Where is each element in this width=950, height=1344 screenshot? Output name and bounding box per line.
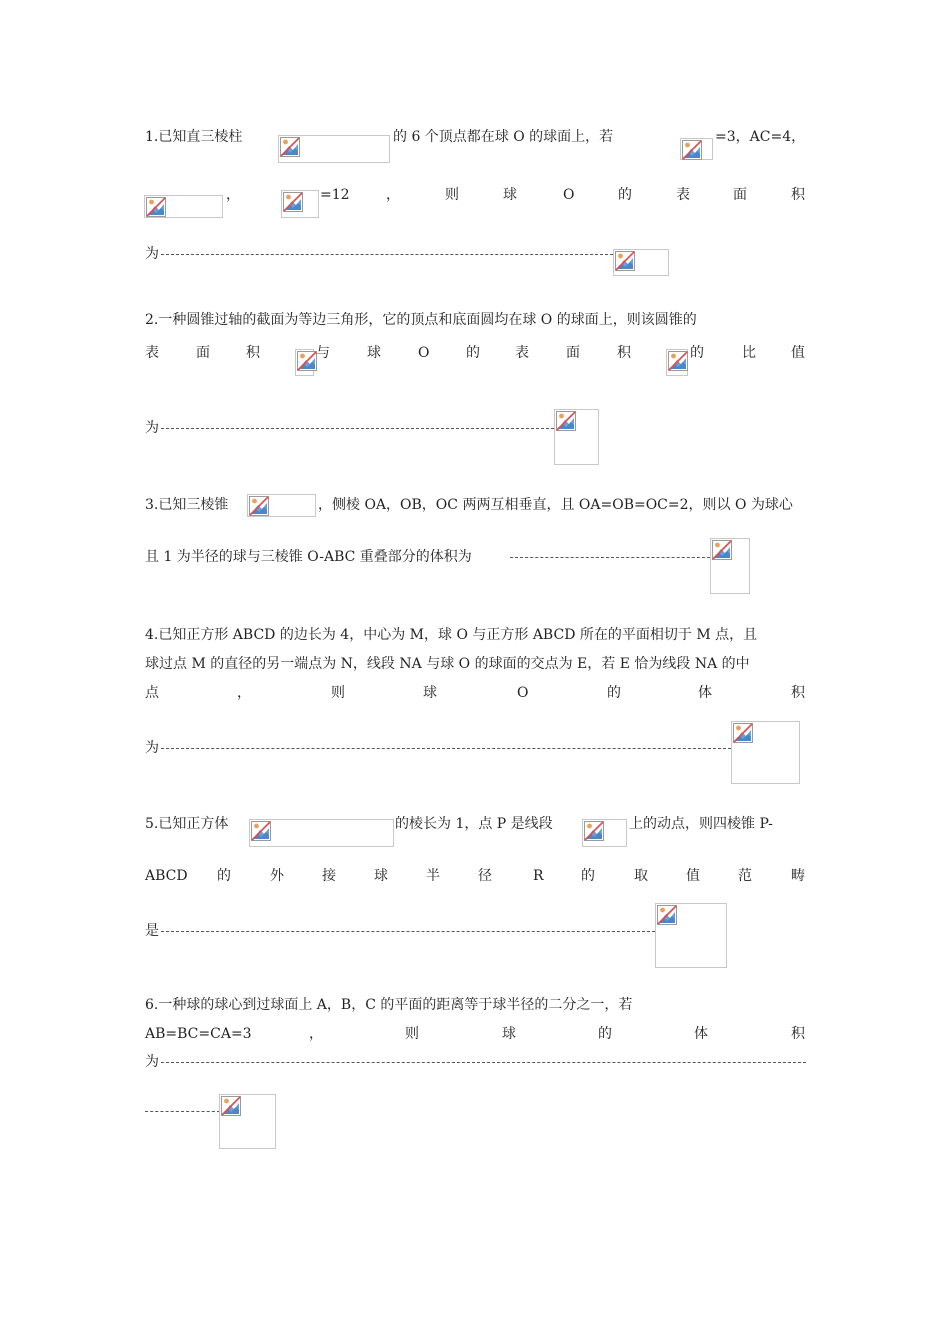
problem-4-text: 球过点 M 的直径的另一端点为 N，线段 NA 与球 O 的球面的交点为 E，若 E 恰为线段 NA 的中: [145, 656, 750, 672]
problem-6-text: 积: [791, 1026, 805, 1042]
answer-line: [145, 1111, 220, 1112]
problem-1-text: =3，AC=4，: [715, 129, 806, 145]
problem-1-text: 为: [145, 246, 159, 262]
broken-image-icon: [666, 349, 688, 376]
broken-image-icon: [613, 249, 669, 276]
answer-line: [161, 428, 554, 429]
problem-1-text: 球: [503, 187, 517, 203]
problem-1-text: 则: [445, 187, 459, 203]
problem-4-text: 点: [145, 685, 159, 701]
problem-4-text: 球: [423, 685, 437, 701]
broken-image-icon: [731, 721, 800, 784]
problem-2-text: 面: [566, 345, 580, 361]
problem-6-text: ，: [309, 1026, 323, 1042]
problem-5-text: 半: [426, 868, 440, 884]
problem-3-text: 且 1 为半径的球与三棱锥 O-ABC 重叠部分的体积为: [145, 549, 472, 565]
problem-1-text: ，: [386, 187, 400, 203]
answer-line: [161, 254, 613, 255]
problem-1-text: 面: [733, 187, 747, 203]
problem-5-text: 范: [738, 868, 752, 884]
problem-2-text: 积: [617, 345, 631, 361]
broken-image-icon: [247, 494, 316, 517]
broken-image-icon: [582, 819, 627, 847]
broken-image-icon: [281, 190, 319, 218]
problem-5-text: 的棱长为 1，点 P 是线段: [395, 816, 553, 832]
problem-1-text: 1.已知直三棱柱: [145, 129, 243, 145]
problem-2-text: 积: [246, 345, 260, 361]
problem-1-text: 的 6 个顶点都在球 O 的球面上，若: [393, 129, 614, 145]
problem-5-text: 值: [686, 868, 700, 884]
problem-6-text: 6.一种球的球心到过球面上 A，B，C 的平面的距离等于球半径的二分之一，若: [145, 997, 633, 1013]
problem-2-text: 的: [690, 345, 704, 361]
problem-4-text: 积: [791, 685, 805, 701]
problem-6-text: 为: [145, 1054, 159, 1070]
broken-image-icon: [655, 903, 727, 968]
problem-2-text: 球: [367, 345, 381, 361]
problem-5-text: 畴: [791, 868, 805, 884]
problem-5-text: ABCD: [145, 868, 188, 884]
problem-1-text: 表: [676, 187, 690, 203]
problem-4-text: 4.已知正方形 ABCD 的边长为 4，中心为 M，球 O 与正方形 ABCD 所在的平面相切于 M 点，且: [145, 627, 758, 643]
problem-1-text: ，: [226, 187, 240, 203]
problem-5-text: 是: [145, 923, 159, 939]
broken-image-icon: [295, 349, 314, 376]
problem-5-text: 上的动点，则四棱锥 P-: [629, 816, 773, 832]
problem-6-text: 球: [502, 1026, 516, 1042]
problem-3-text: ，侧棱 OA，OB，OC 两两互相垂直，且 OA=OB=OC=2，则以 O 为球心: [318, 497, 793, 513]
problem-2-text: O: [418, 345, 430, 361]
problem-2-text: 值: [791, 345, 805, 361]
problem-5-text: 取: [634, 868, 648, 884]
broken-image-icon: [710, 538, 750, 594]
problem-5-text: 的: [581, 868, 595, 884]
problem-5-text: 接: [322, 868, 336, 884]
problem-5-text: R: [533, 868, 544, 884]
problem-6-text: 的: [598, 1026, 612, 1042]
problem-5-text: 外: [270, 868, 284, 884]
answer-line: [510, 557, 710, 558]
broken-image-icon: [680, 138, 713, 160]
broken-image-icon: [554, 409, 599, 465]
problem-1-text: 积: [791, 187, 805, 203]
problem-2-text: 2.一种圆锥过轴的截面为等边三角形，它的顶点和底面圆均在球 O 的球面上，则该圆锥的: [145, 312, 697, 328]
problem-4-text: 为: [145, 740, 159, 756]
problem-1-text: 的: [618, 187, 632, 203]
answer-line: [161, 748, 731, 749]
problem-6-text: 则: [405, 1026, 419, 1042]
problem-2-text: 与: [316, 345, 330, 361]
problem-2-text: 表: [145, 345, 159, 361]
problem-1-text: O: [563, 187, 575, 203]
problem-6-text: 体: [694, 1026, 708, 1042]
problem-4-text: 的: [607, 685, 621, 701]
problem-4-text: 则: [331, 685, 345, 701]
problem-1-text: =12: [320, 187, 350, 203]
problem-5-text: 的: [217, 868, 231, 884]
problem-2-text: 为: [145, 420, 159, 436]
problem-2-text: 表: [515, 345, 529, 361]
problem-5-text: 径: [478, 868, 492, 884]
problem-5-text: 5.已知正方体: [145, 816, 229, 832]
broken-image-icon: [278, 135, 390, 163]
problem-4-text: ，: [237, 685, 251, 701]
answer-line: [161, 1062, 806, 1063]
answer-line: [161, 931, 655, 932]
broken-image-icon: [144, 195, 223, 218]
problem-2-text: 面: [196, 345, 210, 361]
problem-2-text: 的: [466, 345, 480, 361]
problem-4-text: O: [517, 685, 529, 701]
broken-image-icon: [249, 819, 394, 847]
problem-6-text: AB=BC=CA=3: [145, 1026, 252, 1042]
problem-2-text: 比: [742, 345, 756, 361]
broken-image-icon: [219, 1094, 276, 1149]
problem-5-text: 球: [374, 868, 388, 884]
problem-3-text: 3.已知三棱锥: [145, 497, 229, 513]
problem-4-text: 体: [698, 685, 712, 701]
